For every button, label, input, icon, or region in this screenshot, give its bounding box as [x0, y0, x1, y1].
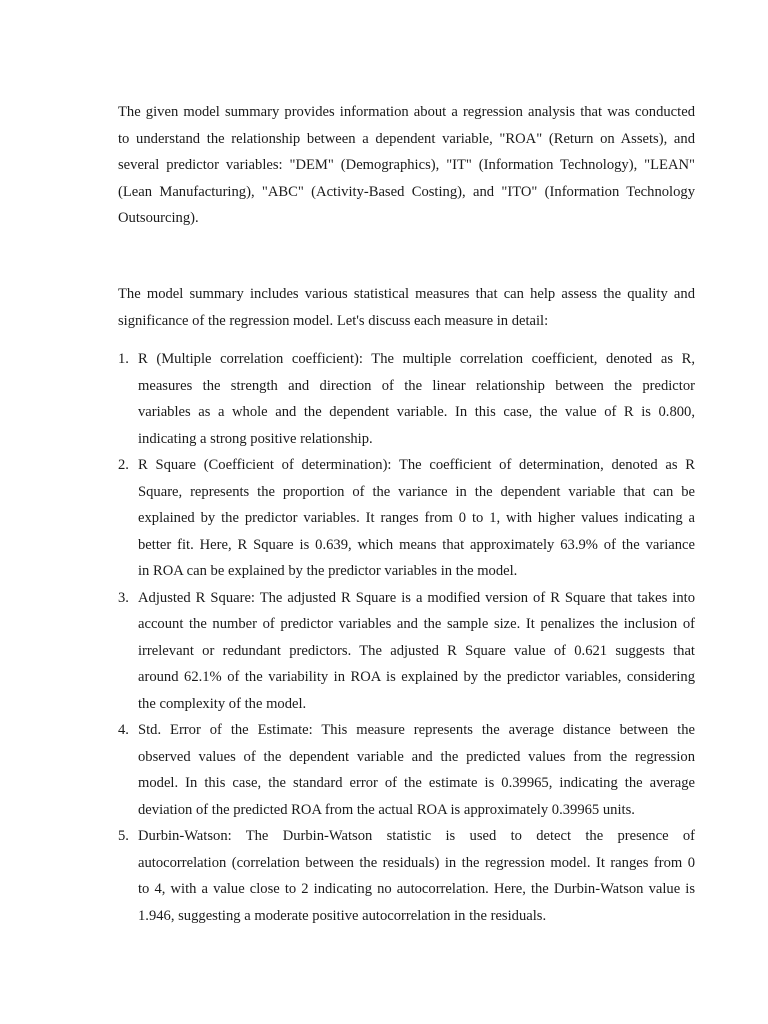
text-line: deviation of the predicted ROA from the actual ROA is approximately 0.39965 units.	[138, 801, 635, 818]
text-line: significance of the regression model. Let's discuss each measure in detail:	[118, 312, 549, 329]
text-line: to 4, with a value close to 2 indicating no autocorrelation. Here, the Durbin-Watson value is	[138, 881, 695, 897]
text-line: Durbin-Watson: The Durbin-Watson statistic is used to detect the presence of	[138, 828, 695, 844]
text-line: measures the strength and direction of the linear relationship between the predictor	[138, 377, 695, 394]
text-line: model. In this case, the standard error of the estimate is 0.39965, indicating the average	[138, 775, 695, 791]
list-item	[118, 346, 695, 452]
text-line: R Square (Coefficient of determination): The coefficient of determination, denoted as R	[138, 457, 695, 473]
text-line: better fit. Here, R Square is 0.639, which means that approximately 63.9% of the variance	[138, 536, 695, 553]
summary-paragraph	[118, 281, 695, 334]
text-line: Adjusted R Square: The adjusted R Square is a modified version of R Square that takes into	[138, 589, 695, 606]
text-line: The given model summary provides information about a regression analysis that was conducted	[118, 104, 695, 120]
measures-list	[118, 346, 695, 929]
list-number: 2.	[118, 457, 129, 473]
text-line: Square, represents the proportion of the variance in the dependent variable that can be	[138, 483, 695, 500]
list-item-text	[138, 452, 695, 585]
text-line: irrelevant or redundant predictors. The adjusted R Square value of 0.621 suggests that	[138, 642, 695, 659]
intro-paragraph	[118, 99, 695, 232]
list-number: 5.	[118, 828, 129, 844]
list-number: 4.	[118, 722, 129, 738]
text-line: variables as a whole and the dependent variable. In this case, the value of R is 0.800,	[138, 404, 695, 420]
text-line: explained by the predictor variables. It ranges from 0 to 1, with higher values indicating a	[138, 510, 695, 526]
text-line: Std. Error of the Estimate: This measure represents the average distance between the	[138, 722, 695, 738]
text-line: The model summary includes various statistical measures that can help assess the quality and	[118, 286, 695, 302]
text-line: observed values of the dependent variable and the predicted values from the regression	[138, 748, 695, 765]
text-line: the complexity of the model.	[138, 695, 307, 712]
list-item	[118, 823, 695, 929]
list-number: 1.	[118, 351, 129, 367]
text-line: 1.946, suggesting a moderate positive autocorrelation in the residuals.	[138, 907, 547, 924]
text-line: Outsourcing).	[118, 210, 199, 226]
text-line: around 62.1% of the variability in ROA is explained by the predictor variables, considering	[138, 669, 695, 685]
list-item	[118, 585, 695, 718]
list-item-text	[138, 585, 695, 718]
text-line: indicating a strong positive relationship.	[138, 430, 373, 447]
list-item-text	[138, 717, 695, 823]
text-line: to understand the relationship between a dependent variable, "ROA" (Return on Assets), and	[118, 130, 695, 147]
text-line: autocorrelation (correlation between the residuals) in the regression model. It ranges from 0	[138, 854, 695, 871]
list-item	[118, 452, 695, 585]
text-line: several predictor variables: "DEM" (Demographics), "IT" (Information Technology), "LEAN"	[118, 157, 695, 173]
text-line: R (Multiple correlation coefficient): The multiple correlation coefficient, denoted as R,	[138, 351, 695, 367]
list-item	[118, 717, 695, 823]
list-item-text	[138, 823, 695, 929]
text-line: in ROA can be explained by the predictor variables in the model.	[138, 563, 518, 579]
text-line: account the number of predictor variables and the sample size. It penalizes the inclusion of	[138, 616, 695, 632]
list-item-text	[138, 346, 695, 452]
list-number: 3.	[118, 589, 129, 606]
text-line: (Lean Manufacturing), "ABC" (Activity-Based Costing), and "ITO" (Information Technology	[118, 183, 695, 200]
